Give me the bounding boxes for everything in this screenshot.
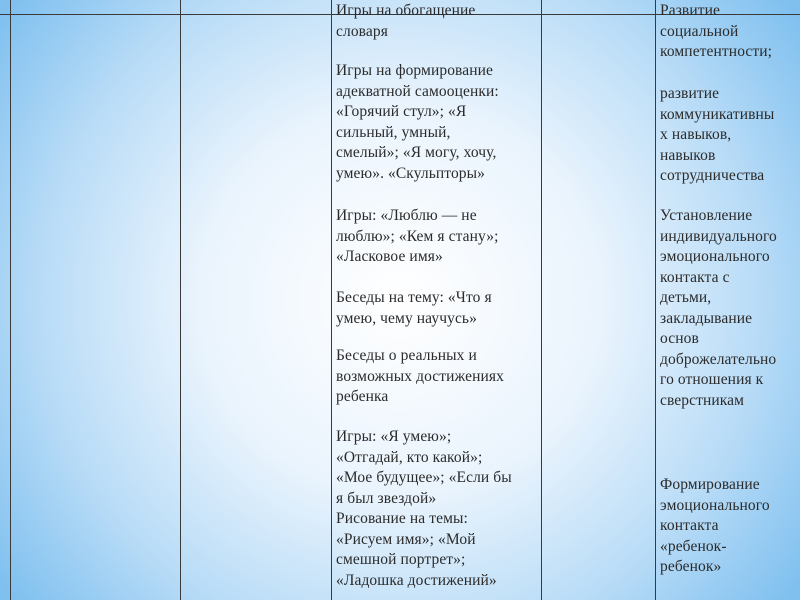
column-border-4 [541,0,542,600]
activity-talk-achievements: Беседы о реальных и возможных достижениях ребенка [336,347,505,405]
column-border-5 [655,0,656,600]
column-border-3 [331,0,332,600]
activity-games-drawing: Игры: «Я умею»; «Отгадай, кто какой»; «Мое будущее»; «Если бы я был звездой» Рисование на темы: «Рисуем имя»; «Мой смешной портрет»; «Ладошка достижений» [336,428,512,589]
goal-emotional-contact: Установление индивидуального эмоционального контакта с детьми, закладывание основ доброжелательно го отношения к сверстникам [660,207,777,409]
activity-love-games: Игры: «Люблю — не люблю»; «Кем я стану»; «Ласковое имя» [336,207,499,265]
column-border-1 [10,0,11,600]
goal-communication-skills: развитие коммуникативны х навыков, навыков сотрудничества [660,85,775,184]
activity-self-esteem-games: Игры на формирование адекватной самооценки: «Горячий стул»; «Я сильный, умный, смелый»; «Я могу, хочу, умею». «Скульпторы» [336,62,499,182]
column-border-2 [180,0,181,600]
activity-vocabulary-games: Игры на обогащение словаря [336,2,476,40]
activity-talk-skills: Беседы на тему: «Что я умею, чему научусь» [336,289,492,327]
goal-social-competence: Развитие социальной компетентности; [660,2,773,60]
goal-child-child-contact: Формирование эмоционального контакта «ребенок- ребенок» [660,476,770,575]
